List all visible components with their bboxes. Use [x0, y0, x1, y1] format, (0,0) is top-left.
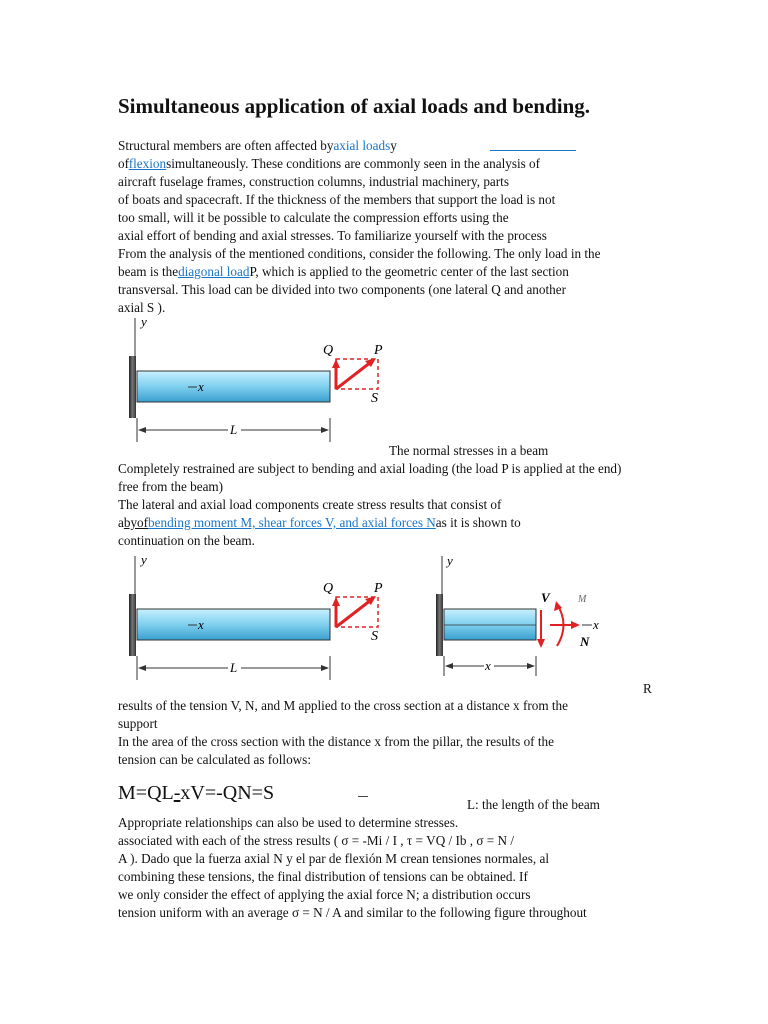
- paragraph-2-line-1: Completely restrained are subject to bending and axial loading (the load P is applied at the end): [118, 461, 622, 476]
- dimension-arrow-right: [321, 665, 329, 671]
- text-run: as it is shown to: [435, 515, 521, 530]
- wall-support: [129, 356, 136, 418]
- load-q-arrowhead: [332, 359, 340, 368]
- paragraph-4-line-3: A ). Dado que la fuerza axial N y el par de flexión M crean tensiones normales, al: [118, 851, 549, 866]
- cantilever-beam-figure-2: [118, 552, 398, 682]
- text-run: P, which is applied to the geometric center of the last section: [249, 264, 569, 279]
- paragraph-1-line-7: From the analysis of the mentioned conditions, consider the following. The only load in the: [118, 246, 601, 261]
- s-label: S: [371, 629, 378, 644]
- r-mark: R: [643, 681, 652, 696]
- beam-diagram: [118, 314, 398, 444]
- paragraph-1-line-1: [118, 138, 397, 154]
- beam-diagram-2: [118, 552, 398, 682]
- cantilever-beam-figure: [118, 314, 398, 444]
- p-label: P: [374, 343, 383, 358]
- length-label: L: [230, 422, 238, 437]
- paragraph-3-line-3: In the area of the cross section with the distance x from the pillar, the results of the: [118, 734, 554, 749]
- text-run: of: [118, 156, 129, 171]
- wall-support: [436, 594, 443, 656]
- dimension-arrow-left: [138, 665, 146, 671]
- load-q-arrowhead: [332, 597, 340, 606]
- paragraph-1-line-9: transversal. This load can be divided into two components (one lateral Q and another: [118, 282, 567, 297]
- paragraph-2-line-2: free from the beam): [118, 479, 224, 494]
- x-axis-label: x: [593, 617, 599, 632]
- empty-link-underline: [490, 150, 576, 151]
- text-run: by: [123, 515, 138, 530]
- formula-part: -: [173, 782, 181, 804]
- paragraph-2-line-3: The lateral and axial load components create stress results that consist of: [118, 497, 502, 512]
- x-axis-label: x: [198, 617, 204, 632]
- paragraph-1-line-5: too small, will it be possible to calculate the compression efforts using the: [118, 210, 509, 225]
- axial-loads-link[interactable]: axial loads: [333, 138, 391, 153]
- paragraph-1-line-2: [118, 156, 540, 172]
- paragraph-3-line-4: tension can be calculated as follows:: [118, 752, 311, 767]
- paragraph-3-line-2: support: [118, 716, 158, 731]
- dimension-arrow-left: [445, 663, 453, 669]
- section-diagram: [430, 552, 630, 682]
- load-p-arrow: [336, 362, 371, 389]
- text-run: y: [390, 138, 397, 153]
- paragraph-1-line-6: axial effort of bending and axial stresses. To familiarize yourself with the process: [118, 228, 547, 243]
- p-label: P: [374, 581, 383, 596]
- wall-support: [129, 594, 136, 656]
- paragraph-4-line-2: associated with each of the stress results ( σ = -Mi / I , τ = VQ / Ib , σ = N /: [118, 833, 514, 848]
- text-run: a: [118, 515, 124, 530]
- diagonal-load-link[interactable]: diagonal load: [178, 264, 250, 279]
- formula-legend: L: the length of the beam: [467, 797, 600, 812]
- separator-dash: [358, 796, 368, 797]
- formula: [118, 782, 274, 805]
- load-p-arrow: [336, 600, 371, 627]
- beam-body: [137, 609, 330, 640]
- m-label: M: [578, 594, 587, 605]
- formula-part: M=QL: [118, 782, 174, 804]
- s-label: S: [371, 391, 378, 406]
- beam-section-figure: [430, 552, 630, 682]
- n-label: N: [580, 634, 590, 649]
- text-run: of: [137, 515, 149, 530]
- beam-section-body: [444, 609, 536, 640]
- text-run: beam is the: [118, 264, 179, 279]
- flexion-link[interactable]: flexion: [128, 156, 167, 171]
- paragraph-2-line-5: continuation on the beam.: [118, 533, 255, 548]
- paragraph-1-line-10: axial S ).: [118, 300, 166, 315]
- y-axis-label: y: [447, 553, 453, 568]
- paragraph-3-line-1: results of the tension V, N, and M applied to the cross section at a distance x from the: [118, 698, 568, 713]
- dimension-arrow-right: [321, 427, 329, 433]
- paragraph-2-line-4: [118, 515, 521, 531]
- beam-body: [137, 371, 330, 402]
- paragraph-4-line-5: we only consider the effect of applying the axial force N; a distribution occurs: [118, 887, 531, 902]
- axial-arrowhead: [571, 621, 580, 629]
- q-label: Q: [323, 581, 334, 596]
- figure-caption: The normal stresses in a beam: [389, 443, 549, 458]
- paragraph-4-line-4: combining these tensions, the final distribution of tensions can be obtained. If: [118, 869, 528, 884]
- paragraph-4-line-1: Appropriate relationships can also be used to determine stresses.: [118, 815, 459, 830]
- paragraph-4-line-6: tension uniform with an average σ = N / A and similar to the following figure throughout: [118, 905, 587, 920]
- v-label: V: [541, 590, 550, 605]
- paragraph-1-line-4: of boats and spacecraft. If the thickness of the members that support the load is not: [118, 192, 556, 207]
- distance-label: x: [485, 658, 491, 673]
- shear-arrowhead: [537, 639, 545, 648]
- y-axis-label: y: [141, 552, 147, 567]
- formula-part: xV=-QN=S: [180, 782, 275, 804]
- text-run: simultaneously. These conditions are commonly seen in the analysis of: [166, 156, 541, 171]
- dimension-arrow-right: [527, 663, 535, 669]
- page-title: Simultaneous application of axial loads and bending.: [118, 94, 591, 118]
- paragraph-1-line-8: [118, 264, 569, 280]
- paragraph-1-line-3: aircraft fuselage frames, construction columns, industrial machinery, parts: [118, 174, 509, 189]
- q-label: Q: [323, 343, 334, 358]
- x-axis-label: x: [198, 379, 204, 394]
- length-label: L: [230, 660, 238, 675]
- text-run: Structural members are often affected by: [118, 138, 334, 153]
- y-axis-label: y: [141, 314, 147, 329]
- bending-moment-link[interactable]: bending moment M, shear forces V, and axial forces N: [148, 515, 436, 530]
- dimension-arrow-left: [138, 427, 146, 433]
